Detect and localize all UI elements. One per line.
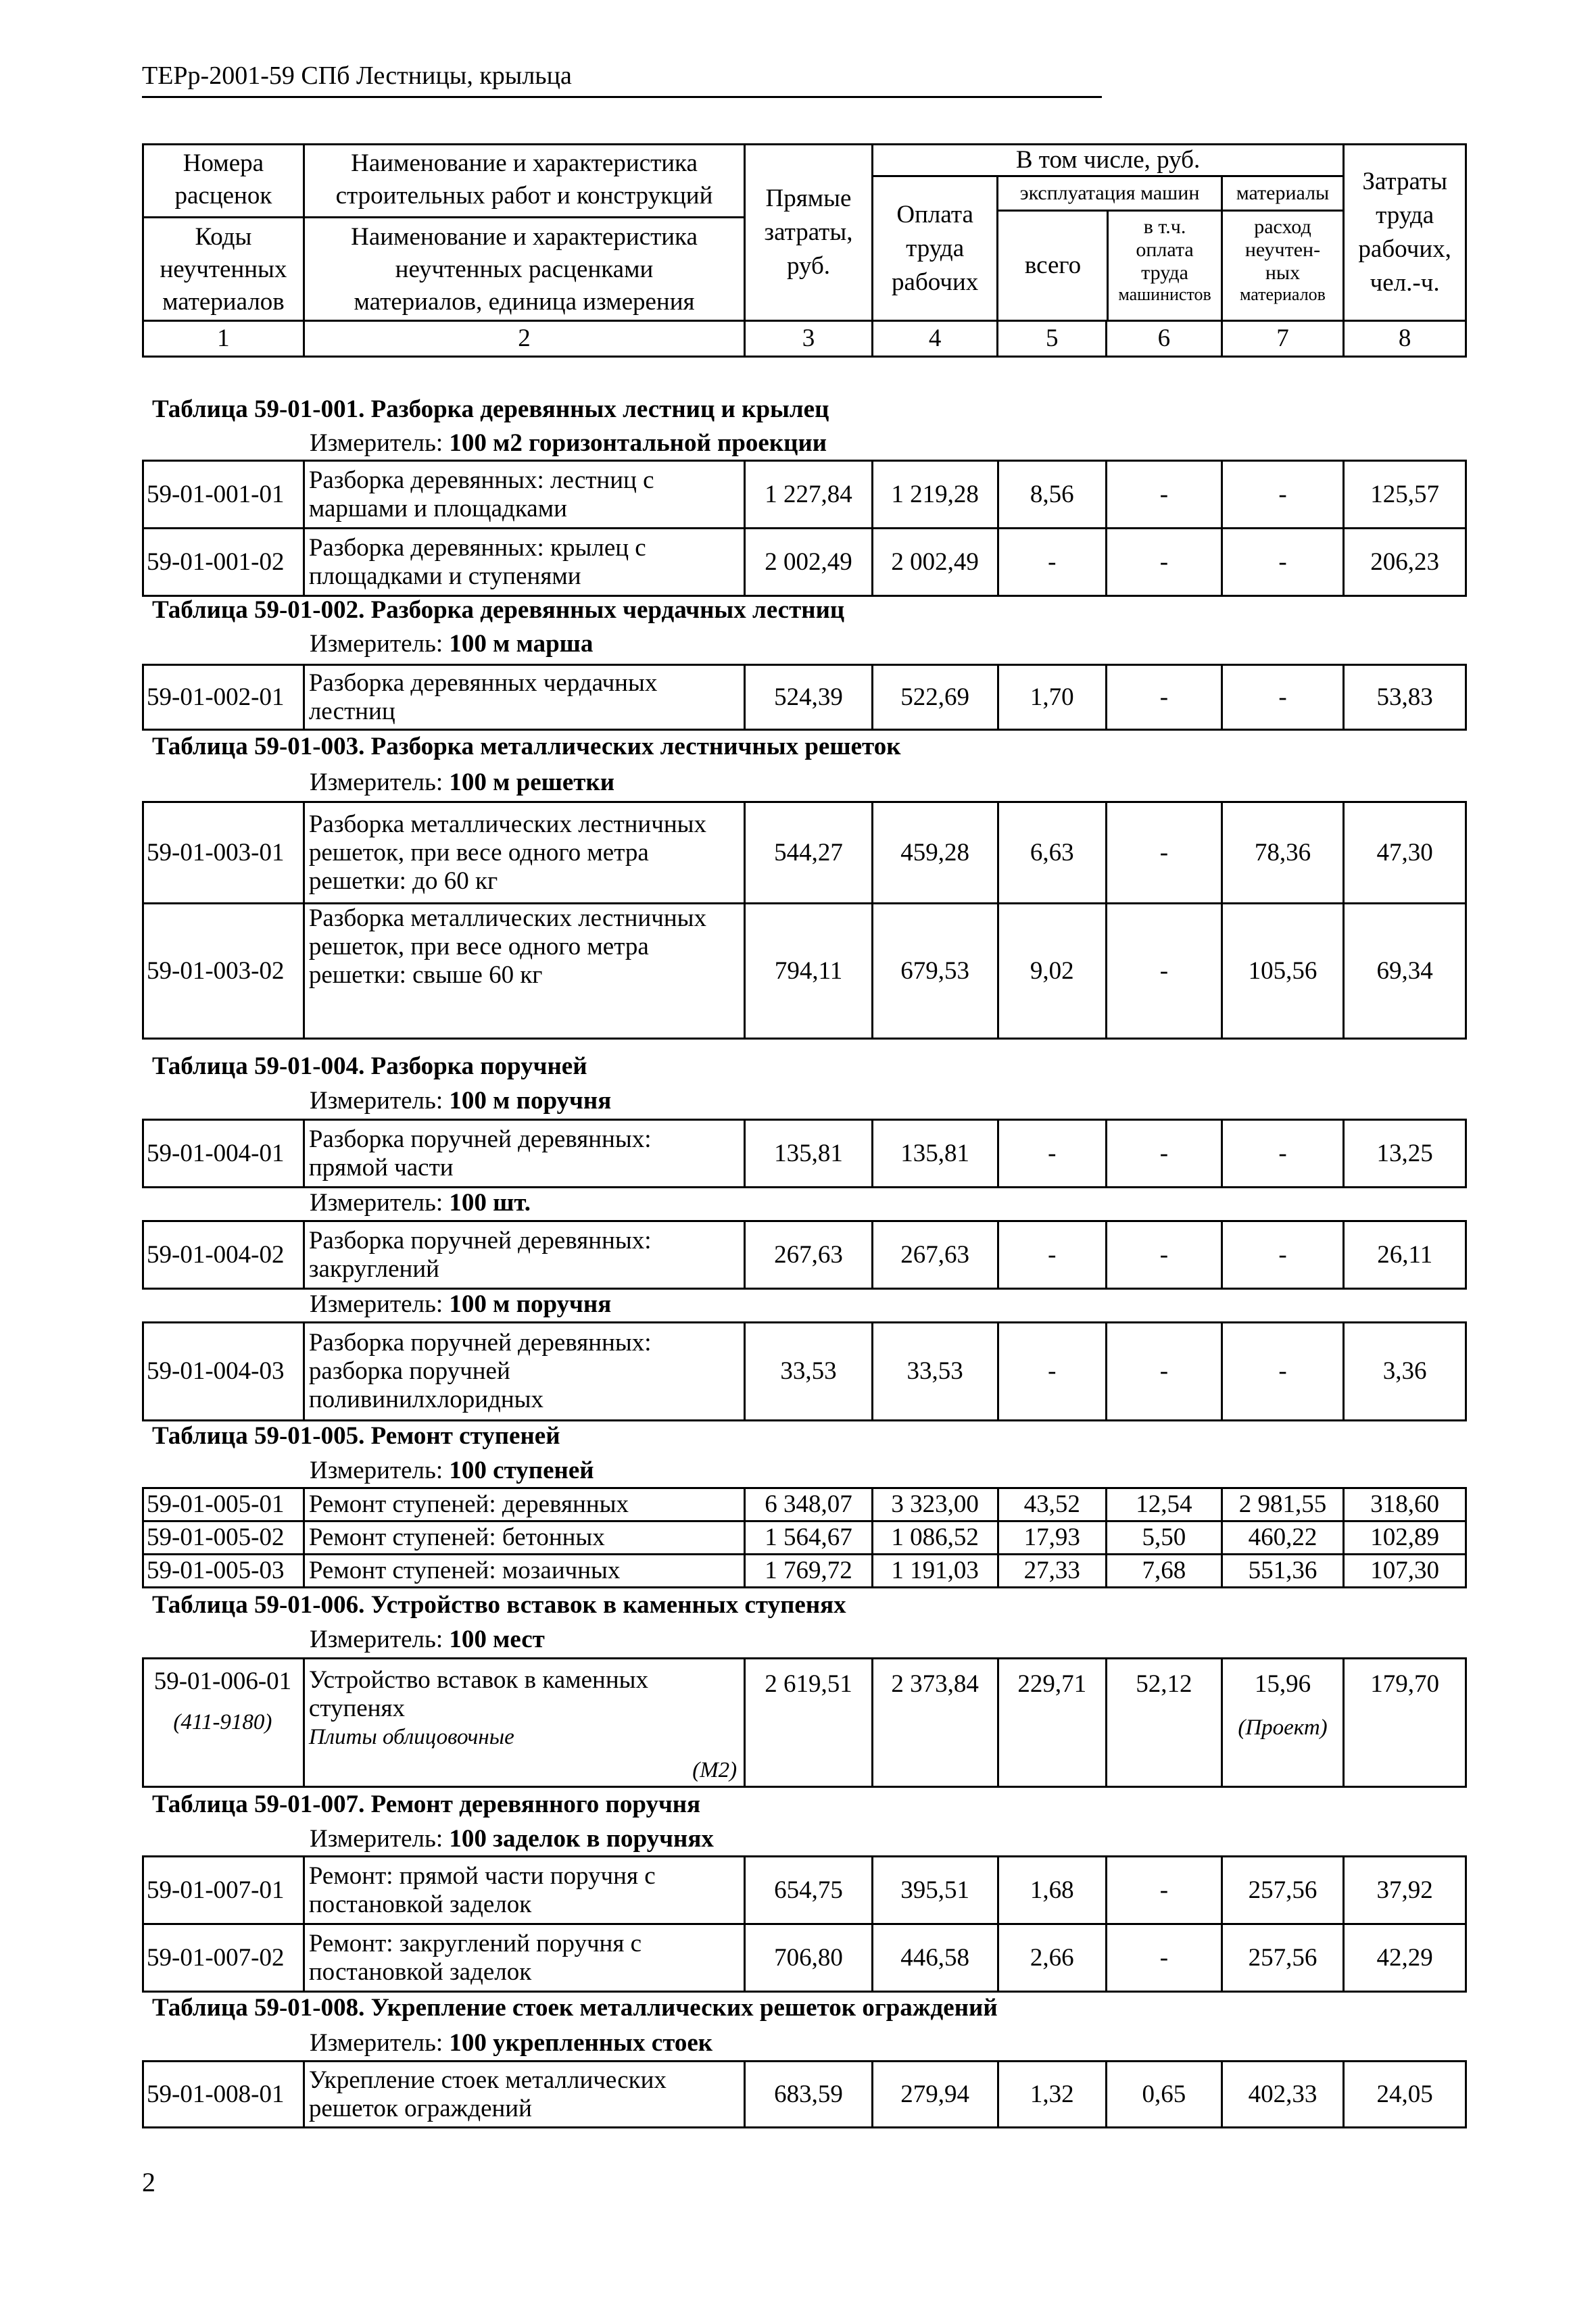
rate-code: 59-01-004-03 bbox=[143, 1323, 304, 1421]
table-59-01-004-c bbox=[142, 1321, 1467, 1421]
machinist-pay: 52,12 bbox=[1107, 1659, 1222, 1787]
machinist-pay: - bbox=[1107, 1120, 1222, 1188]
direct-cost: 683,59 bbox=[745, 2062, 873, 2128]
material-unit: (М2) bbox=[692, 1758, 737, 1782]
direct-cost: 654,75 bbox=[745, 1857, 873, 1924]
rate-code: 59-01-002-01 bbox=[143, 665, 304, 730]
mat-header: материалы расход неучтен- ных материалов bbox=[1222, 176, 1344, 321]
table-row bbox=[143, 1488, 1466, 1521]
measure-unit: Измеритель: 100 м решетки bbox=[310, 769, 615, 796]
labor-hours: 206,23 bbox=[1344, 529, 1466, 596]
col1-header: Номера расценок Коды неучтенных материалов bbox=[143, 145, 304, 321]
machine-total: 229,71 bbox=[998, 1659, 1107, 1787]
measure-unit: Измеритель: 100 м поручня bbox=[310, 1087, 612, 1115]
measure-unit: Измеритель: 100 укрепленных стоек bbox=[310, 2029, 713, 2057]
table-caption: Таблица 59-01-001. Разборка деревянных лестниц и крылец bbox=[152, 395, 829, 423]
direct-cost: 706,80 bbox=[745, 1924, 873, 1992]
labor-hours: 179,70 bbox=[1344, 1659, 1466, 1787]
col-num: 2 bbox=[304, 321, 744, 357]
table-row bbox=[143, 461, 1466, 529]
rate-description: Разборка деревянных: крылец с площадками и ступенями bbox=[304, 529, 744, 596]
rate-description: Разборка металлических лестничных решеток, при весе одного метра решетки: свыше 60 кг bbox=[304, 904, 744, 1039]
materials: 105,56 bbox=[1222, 904, 1344, 1039]
labor-hours: 107,30 bbox=[1344, 1555, 1466, 1588]
rate-description: Укрепление стоек металлических решеток ограждений bbox=[304, 2062, 744, 2128]
machinist-pay: 0,65 bbox=[1107, 2062, 1222, 2128]
column-header-table bbox=[142, 143, 1467, 358]
table-caption: Таблица 59-01-002. Разборка деревянных чердачных лестниц bbox=[152, 596, 845, 624]
labor-pay: 395,51 bbox=[872, 1857, 998, 1924]
labor-pay: 2 373,84 bbox=[872, 1659, 998, 1787]
table-row bbox=[143, 904, 1466, 1039]
labor-pay: 3 323,00 bbox=[872, 1488, 998, 1521]
table-caption: Таблица 59-01-006. Устройство вставок в каменных ступенях bbox=[152, 1591, 846, 1619]
rate-code: 59-01-003-01 bbox=[143, 802, 304, 904]
rate-description: Ремонт: закруглений поручня с постановкой заделок bbox=[304, 1924, 744, 1992]
col-num: 5 bbox=[998, 321, 1107, 357]
rate-code: 59-01-001-01 bbox=[143, 461, 304, 529]
labor-pay: 446,58 bbox=[872, 1924, 998, 1992]
rate-description: Ремонт ступеней: мозаичных bbox=[304, 1555, 744, 1588]
material-name: Плиты облицовочные bbox=[308, 1725, 514, 1749]
col-num: 8 bbox=[1344, 321, 1466, 357]
col-num: 3 bbox=[745, 321, 873, 357]
machine-total: 8,56 bbox=[998, 461, 1107, 529]
rate-code: 59-01-005-03 bbox=[143, 1555, 304, 1588]
material-code: (411-9180) bbox=[173, 1710, 272, 1734]
measure-unit: Измеритель: 100 заделок в поручнях bbox=[310, 1825, 714, 1853]
col3-header: Прямые затраты, руб. bbox=[745, 145, 873, 321]
col6-header: в т.ч. оплата труда машинистов bbox=[1118, 216, 1211, 304]
rate-code: 59-01-005-02 bbox=[143, 1521, 304, 1555]
labor-hours: 42,29 bbox=[1344, 1924, 1466, 1992]
machine-total: 27,33 bbox=[998, 1555, 1107, 1588]
labor-hours: 13,25 bbox=[1344, 1120, 1466, 1188]
rate-description: Разборка металлических лестничных решеток, при весе одного метра решетки: до 60 кг bbox=[304, 802, 744, 904]
machinist-pay: 7,68 bbox=[1107, 1555, 1222, 1588]
material-value: (Проект) bbox=[1238, 1715, 1328, 1740]
labor-hours: 318,60 bbox=[1344, 1488, 1466, 1521]
machinist-pay: - bbox=[1107, 529, 1222, 596]
table-row bbox=[143, 529, 1466, 596]
rate-description: Устройство вставок в каменных ступенях Плиты облицовочные (М2) bbox=[304, 1659, 744, 1787]
labor-pay: 459,28 bbox=[872, 802, 998, 904]
materials: - bbox=[1222, 461, 1344, 529]
table-59-01-007 bbox=[142, 1855, 1467, 1993]
machine-total: 17,93 bbox=[998, 1521, 1107, 1555]
col-num: 1 bbox=[143, 321, 304, 357]
machinist-pay: - bbox=[1107, 802, 1222, 904]
machine-total: - bbox=[998, 1221, 1107, 1289]
machinist-pay: 12,54 bbox=[1107, 1488, 1222, 1521]
direct-cost: 33,53 bbox=[745, 1323, 873, 1421]
col8-header: Затраты труда рабочих, чел.-ч. bbox=[1344, 145, 1466, 321]
direct-cost: 1 769,72 bbox=[745, 1555, 873, 1588]
rate-code: 59-01-003-02 bbox=[143, 904, 304, 1039]
labor-hours: 47,30 bbox=[1344, 802, 1466, 904]
materials: - bbox=[1222, 1323, 1344, 1421]
measure-unit: Измеритель: 100 шт. bbox=[310, 1189, 531, 1217]
table-59-01-002 bbox=[142, 664, 1467, 731]
table-row bbox=[143, 802, 1466, 904]
machinist-pay: - bbox=[1107, 1221, 1222, 1289]
direct-cost: 2 002,49 bbox=[745, 529, 873, 596]
rate-code: 59-01-004-02 bbox=[143, 1221, 304, 1289]
measure-unit: Измеритель: 100 мест bbox=[310, 1626, 545, 1653]
col-num: 7 bbox=[1222, 321, 1344, 357]
labor-hours: 24,05 bbox=[1344, 2062, 1466, 2128]
materials: 460,22 bbox=[1222, 1521, 1344, 1555]
machine-total: - bbox=[998, 529, 1107, 596]
machine-total: 9,02 bbox=[998, 904, 1107, 1039]
labor-hours: 26,11 bbox=[1344, 1221, 1466, 1289]
materials: - bbox=[1222, 1221, 1344, 1289]
rate-description: Разборка поручней деревянных: закруглений bbox=[304, 1221, 744, 1289]
rate-code: 59-01-005-01 bbox=[143, 1488, 304, 1521]
machine-total: 6,63 bbox=[998, 802, 1107, 904]
labor-hours: 102,89 bbox=[1344, 1521, 1466, 1555]
direct-cost: 267,63 bbox=[745, 1221, 873, 1289]
materials: 551,36 bbox=[1222, 1555, 1344, 1588]
table-row bbox=[143, 1120, 1466, 1188]
table-row bbox=[143, 1924, 1466, 1992]
labor-hours: 53,83 bbox=[1344, 665, 1466, 730]
materials: - bbox=[1222, 1120, 1344, 1188]
rate-description: Разборка деревянных: лестниц с маршами и площадками bbox=[304, 461, 744, 529]
table-59-01-004-b bbox=[142, 1220, 1467, 1290]
labor-hours: 3,36 bbox=[1344, 1323, 1466, 1421]
materials: 257,56 bbox=[1222, 1857, 1344, 1924]
col4-header: Оплата труда рабочих bbox=[872, 176, 998, 321]
table-59-01-001 bbox=[142, 460, 1467, 597]
machine-total: 1,32 bbox=[998, 2062, 1107, 2128]
table-59-01-004-a bbox=[142, 1119, 1467, 1188]
direct-cost: 1 564,67 bbox=[745, 1521, 873, 1555]
table-row bbox=[143, 665, 1466, 730]
page-number: 2 bbox=[142, 2167, 155, 2197]
machinist-pay: - bbox=[1107, 1323, 1222, 1421]
labor-pay: 279,94 bbox=[872, 2062, 998, 2128]
measure-unit: Измеритель: 100 м поручня bbox=[310, 1290, 612, 1318]
labor-pay: 522,69 bbox=[872, 665, 998, 730]
table-59-01-008 bbox=[142, 2060, 1467, 2128]
direct-cost: 544,27 bbox=[745, 802, 873, 904]
table-row bbox=[143, 1857, 1466, 1924]
rate-description: Ремонт ступеней: деревянных bbox=[304, 1488, 744, 1521]
rate-code: 59-01-008-01 bbox=[143, 2062, 304, 2128]
col7-header: расход неучтен- ных материалов bbox=[1239, 216, 1326, 304]
page-header-title: ТЕРр-2001-59 СПб Лестницы, крыльца bbox=[142, 55, 1102, 98]
table-row bbox=[143, 1323, 1466, 1421]
rate-code: 59-01-006-01 (411-9180) bbox=[143, 1659, 304, 1787]
rate-description: Разборка поручней деревянных: прямой части bbox=[304, 1120, 744, 1188]
materials: 2 981,55 bbox=[1222, 1488, 1344, 1521]
table-row bbox=[143, 1221, 1466, 1289]
rate-code: 59-01-004-01 bbox=[143, 1120, 304, 1188]
rate-description: Разборка деревянных чердачных лестниц bbox=[304, 665, 744, 730]
measure-unit: Измеритель: 100 м2 горизонтальной проекции bbox=[310, 429, 827, 457]
direct-cost: 135,81 bbox=[745, 1120, 873, 1188]
labor-hours: 37,92 bbox=[1344, 1857, 1466, 1924]
ekspl-header: эксплуатация машин всего в т.ч. оплата труда машинистов bbox=[998, 176, 1222, 321]
measure-unit: Измеритель: 100 м марша bbox=[310, 630, 594, 658]
table-59-01-006 bbox=[142, 1657, 1467, 1788]
rate-code: 59-01-007-01 bbox=[143, 1857, 304, 1924]
materials: - bbox=[1222, 529, 1344, 596]
materials: 78,36 bbox=[1222, 802, 1344, 904]
rate-description: Ремонт: прямой части поручня с постановкой заделок bbox=[304, 1857, 744, 1924]
machinist-pay: - bbox=[1107, 1924, 1222, 1992]
machine-total: 1,70 bbox=[998, 665, 1107, 730]
labor-pay: 135,81 bbox=[872, 1120, 998, 1188]
table-row bbox=[143, 2062, 1466, 2128]
labor-pay: 2 002,49 bbox=[872, 529, 998, 596]
materials: 257,56 bbox=[1222, 1924, 1344, 1992]
direct-cost: 6 348,07 bbox=[745, 1488, 873, 1521]
col5-header: всего bbox=[998, 212, 1109, 320]
labor-pay: 1 086,52 bbox=[872, 1521, 998, 1555]
machine-total: 1,68 bbox=[998, 1857, 1107, 1924]
rate-code: 59-01-007-02 bbox=[143, 1924, 304, 1992]
machinist-pay: - bbox=[1107, 1857, 1222, 1924]
table-59-01-005 bbox=[142, 1487, 1467, 1588]
labor-pay: 1 191,03 bbox=[872, 1555, 998, 1588]
col-num: 6 bbox=[1107, 321, 1222, 357]
col-num: 4 bbox=[872, 321, 998, 357]
table-row bbox=[143, 1521, 1466, 1555]
table-caption: Таблица 59-01-007. Ремонт деревянного поручня bbox=[152, 1790, 701, 1818]
measure-unit: Измеритель: 100 ступеней bbox=[310, 1457, 594, 1484]
table-row bbox=[143, 1659, 1466, 1787]
table-caption: Таблица 59-01-008. Укрепление стоек металлических решеток ограждений bbox=[152, 1994, 998, 2022]
machinist-pay: - bbox=[1107, 665, 1222, 730]
labor-pay: 1 219,28 bbox=[872, 461, 998, 529]
table-caption: Таблица 59-01-003. Разборка металлических лестничных решеток bbox=[152, 733, 901, 760]
materials: - bbox=[1222, 665, 1344, 730]
table-59-01-003 bbox=[142, 801, 1467, 1040]
machine-total: 43,52 bbox=[998, 1488, 1107, 1521]
machinist-pay: - bbox=[1107, 461, 1222, 529]
labor-pay: 679,53 bbox=[872, 904, 998, 1039]
labor-hours: 125,57 bbox=[1344, 461, 1466, 529]
labor-pay: 267,63 bbox=[872, 1221, 998, 1289]
machine-total: - bbox=[998, 1120, 1107, 1188]
col2-header: Наименование и характеристика строительных работ и конструкций Наименование и характеристика неучтенных расценками материалов, единица измерения bbox=[304, 145, 744, 321]
machinist-pay: - bbox=[1107, 904, 1222, 1039]
labor-hours: 69,34 bbox=[1344, 904, 1466, 1039]
materials: 15,96 (Проект) bbox=[1222, 1659, 1344, 1787]
group-header: В том числе, руб. bbox=[872, 145, 1343, 176]
column-numbers-row bbox=[143, 321, 1466, 357]
machinist-pay: 5,50 bbox=[1107, 1521, 1222, 1555]
table-caption: Таблица 59-01-004. Разборка поручней bbox=[152, 1052, 587, 1080]
table-row bbox=[143, 1555, 1466, 1588]
machine-total: 2,66 bbox=[998, 1924, 1107, 1992]
machine-total: - bbox=[998, 1323, 1107, 1421]
materials: 402,33 bbox=[1222, 2062, 1344, 2128]
direct-cost: 794,11 bbox=[745, 904, 873, 1039]
rate-code: 59-01-001-02 bbox=[143, 529, 304, 596]
labor-pay: 33,53 bbox=[872, 1323, 998, 1421]
direct-cost: 2 619,51 bbox=[745, 1659, 873, 1787]
rate-description: Ремонт ступеней: бетонных bbox=[304, 1521, 744, 1555]
rate-description: Разборка поручней деревянных: разборка поручней поливинилхлоридных bbox=[304, 1323, 744, 1421]
direct-cost: 1 227,84 bbox=[745, 461, 873, 529]
direct-cost: 524,39 bbox=[745, 665, 873, 730]
table-caption: Таблица 59-01-005. Ремонт ступеней bbox=[152, 1422, 560, 1450]
